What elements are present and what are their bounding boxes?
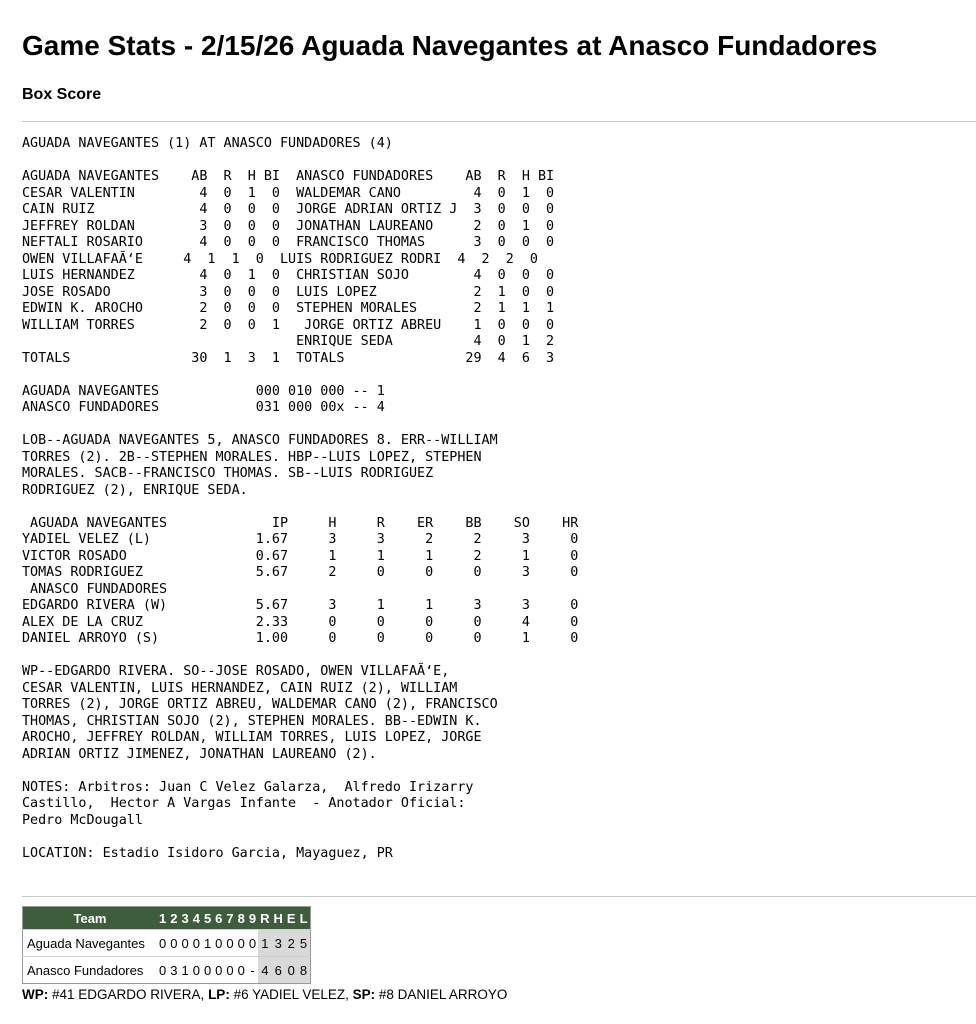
linescore-header-cell: R [258, 907, 271, 930]
wp-value: #41 EDGARDO RIVERA, [48, 987, 209, 1002]
linescore-header-cell: 7 [224, 907, 235, 930]
linescore-header-row [23, 907, 311, 930]
box-score-line: CESAR VALENTIN 4 0 1 0 WALDEMAR CANO 4 0 1 0 [22, 185, 555, 201]
box-score-line: WILLIAM TORRES 2 0 0 1 JORGE ORTIZ ABREU 1 0 0 0 [22, 317, 555, 333]
linescore-header-cell: 9 [247, 907, 258, 930]
inning-cell: 0 [213, 930, 224, 957]
linescore-header-cell: E [285, 907, 298, 930]
box-score-line: MORALES. SACB--FRANCISCO THOMAS. SB--LUIS RODRIGUEZ [22, 466, 434, 481]
box-score-line: AGUADA NAVEGANTES AB R H BI ANASCO FUNDADORES AB R H BI [22, 169, 555, 184]
box-score-line: DANIEL ARROYO (S) 1.00 0 0 0 0 1 0 [22, 631, 579, 646]
total-cell: 6 [272, 957, 285, 984]
box-score-line: OWEN VILLAFAÃ‘E 4 1 1 0 LUIS RODRIGUEZ RODRI 4 2 2 0 [22, 251, 538, 267]
box-score-line: AGUADA NAVEGANTES (1) AT ANASCO FUNDADORES (4) [22, 136, 393, 151]
box-score-line: AGUADA NAVEGANTES 000 010 000 -- 1 [22, 383, 385, 399]
lp-label: LP: [208, 987, 230, 1002]
box-score-line: NEFTALI ROSARIO 4 0 0 0 FRANCISCO THOMAS 3 0 0 0 [22, 235, 555, 250]
box-score-line: RODRIGUEZ (2), ENRIQUE SEDA. [22, 482, 248, 498]
box-score-line: JOSE ROSADO 3 0 0 0 LUIS LOPEZ 2 1 0 0 [22, 284, 555, 300]
box-score-line: AROCHO, JEFFREY ROLDAN, WILLIAM TORRES, LUIS LOPEZ, JORGE [22, 730, 482, 745]
inning-cell: 0 [224, 957, 235, 984]
section-title: Box Score [22, 86, 102, 103]
inning-cell: 0 [213, 957, 224, 984]
box-score-line: EDWIN K. AROCHO 2 0 0 0 STEPHEN MORALES 2 1 1 1 [22, 301, 555, 316]
box-score-line: THOMAS, CHRISTIAN SOJO (2), STEPHEN MORALES. BB--EDWIN K. [22, 713, 482, 729]
linescore-header-cell: 2 [168, 907, 179, 930]
total-cell: 3 [272, 930, 285, 957]
page-title: Game Stats - 2/15/26 Aguada Navegantes at Anasco Fundadores [22, 30, 878, 61]
inning-cell: 0 [236, 957, 247, 984]
linescore-header-cell: 6 [213, 907, 224, 930]
box-score-line: ALEX DE LA CRUZ 2.33 0 0 0 0 4 0 [22, 614, 579, 630]
box-score-line: YADIEL VELEZ (L) 1.67 3 3 2 2 3 0 [22, 532, 579, 547]
inning-cell: 0 [247, 930, 258, 957]
linescore-header-cell: L [298, 907, 310, 930]
box-score-line: LOCATION: Estadio Isidoro Garcia, Mayaguez, PR [22, 845, 393, 861]
total-cell: 4 [258, 957, 271, 984]
inning-cell: 0 [157, 930, 168, 957]
wp-label: WP: [22, 987, 49, 1002]
inning-cell: 0 [224, 930, 235, 957]
top-divider [22, 121, 976, 122]
inning-cell: 1 [179, 957, 190, 984]
box-score-line: ANASCO FUNDADORES [22, 581, 168, 597]
total-cell: 2 [285, 930, 298, 957]
box-score-text [22, 136, 578, 862]
inning-cell: 0 [179, 930, 190, 957]
sp-label: SP: [352, 987, 376, 1002]
linescore-header-cell: H [272, 907, 285, 930]
box-score-line: ENRIQUE SEDA 4 0 1 2 [22, 334, 555, 349]
team-name: Anasco Fundadores [23, 957, 158, 984]
inning-cell: 1 [202, 930, 213, 957]
linescore-row [23, 930, 311, 957]
box-score-line: LOB--AGUADA NAVEGANTES 5, ANASCO FUNDADORES 8. ERR--WILLIAM [22, 433, 498, 448]
total-cell: 1 [258, 930, 271, 957]
box-score-line: TOTALS 30 1 3 1 TOTALS 29 4 6 3 [22, 350, 555, 366]
lp-value: #6 YADIEL VELEZ, [229, 987, 353, 1002]
bottom-divider [22, 896, 976, 897]
inning-cell: 0 [236, 930, 247, 957]
box-score-line: JEFFREY ROLDAN 3 0 0 0 JONATHAN LAUREANO 2 0 1 0 [22, 218, 555, 234]
box-score-line: TORRES (2), JORGE ORTIZ ABREU, WALDEMAR CANO (2), FRANCISCO [22, 697, 498, 712]
pitching-decisions [22, 987, 507, 1003]
box-score-line: AGUADA NAVEGANTES IP H R ER BB SO HR [22, 515, 579, 531]
inning-cell: 0 [191, 930, 202, 957]
linescore-header-cell: 4 [191, 907, 202, 930]
box-score-line: TOMAS RODRIGUEZ 5.67 2 0 0 0 3 0 [22, 565, 579, 580]
box-score-line: TORRES (2). 2B--STEPHEN MORALES. HBP--LUIS LOPEZ, STEPHEN [22, 449, 482, 465]
box-score-line: WP--EDGARDO RIVERA. SO--JOSE ROSADO, OWEN VILLAFAÃ‘E, [22, 664, 450, 679]
box-score-line: EDGARDO RIVERA (W) 5.67 3 1 1 3 3 0 [22, 598, 579, 613]
sp-value: #8 DANIEL ARROYO [375, 987, 508, 1002]
team-name: Aguada Navegantes [23, 930, 158, 957]
linescore-header-cell: 1 [157, 907, 168, 930]
inning-cell: - [247, 957, 258, 984]
linescore-header-cell: 5 [202, 907, 213, 930]
box-score-line: LUIS HERNANDEZ 4 0 1 0 CHRISTIAN SOJO 4 0 0 0 [22, 268, 555, 283]
total-cell: 8 [298, 957, 310, 984]
box-score-line: Castillo, Hector A Vargas Infante - Anotador Oficial: [22, 796, 466, 811]
box-score-line: ADRIAN ORTIZ JIMENEZ, JONATHAN LAUREANO (2). [22, 746, 377, 762]
inning-cell: 0 [168, 930, 179, 957]
linescore-header-cell: 3 [179, 907, 190, 930]
box-score-line: NOTES: Arbitros: Juan C Velez Galarza, Alfredo Irizarry [22, 779, 474, 795]
box-score-line: VICTOR ROSADO 0.67 1 1 1 2 1 0 [22, 548, 579, 564]
linescore-row [23, 957, 311, 984]
linescore-table [22, 906, 311, 984]
inning-cell: 0 [202, 957, 213, 984]
box-score-line: CAIN RUIZ 4 0 0 0 JORGE ADRIAN ORTIZ J 3 0 0 0 [22, 202, 555, 217]
box-score-line: CESAR VALENTIN, LUIS HERNANDEZ, CAIN RUIZ (2), WILLIAM [22, 680, 458, 696]
inning-cell: 0 [191, 957, 202, 984]
box-score-line: Pedro McDougall [22, 812, 143, 828]
inning-cell: 3 [168, 957, 179, 984]
total-cell: 5 [298, 930, 310, 957]
linescore-header-cell: Team [23, 907, 158, 930]
linescore-header-cell: 8 [236, 907, 247, 930]
total-cell: 0 [285, 957, 298, 984]
linescore-body [23, 930, 311, 984]
inning-cell: 0 [157, 957, 168, 984]
box-score-line: ANASCO FUNDADORES 031 000 00x -- 4 [22, 400, 385, 415]
